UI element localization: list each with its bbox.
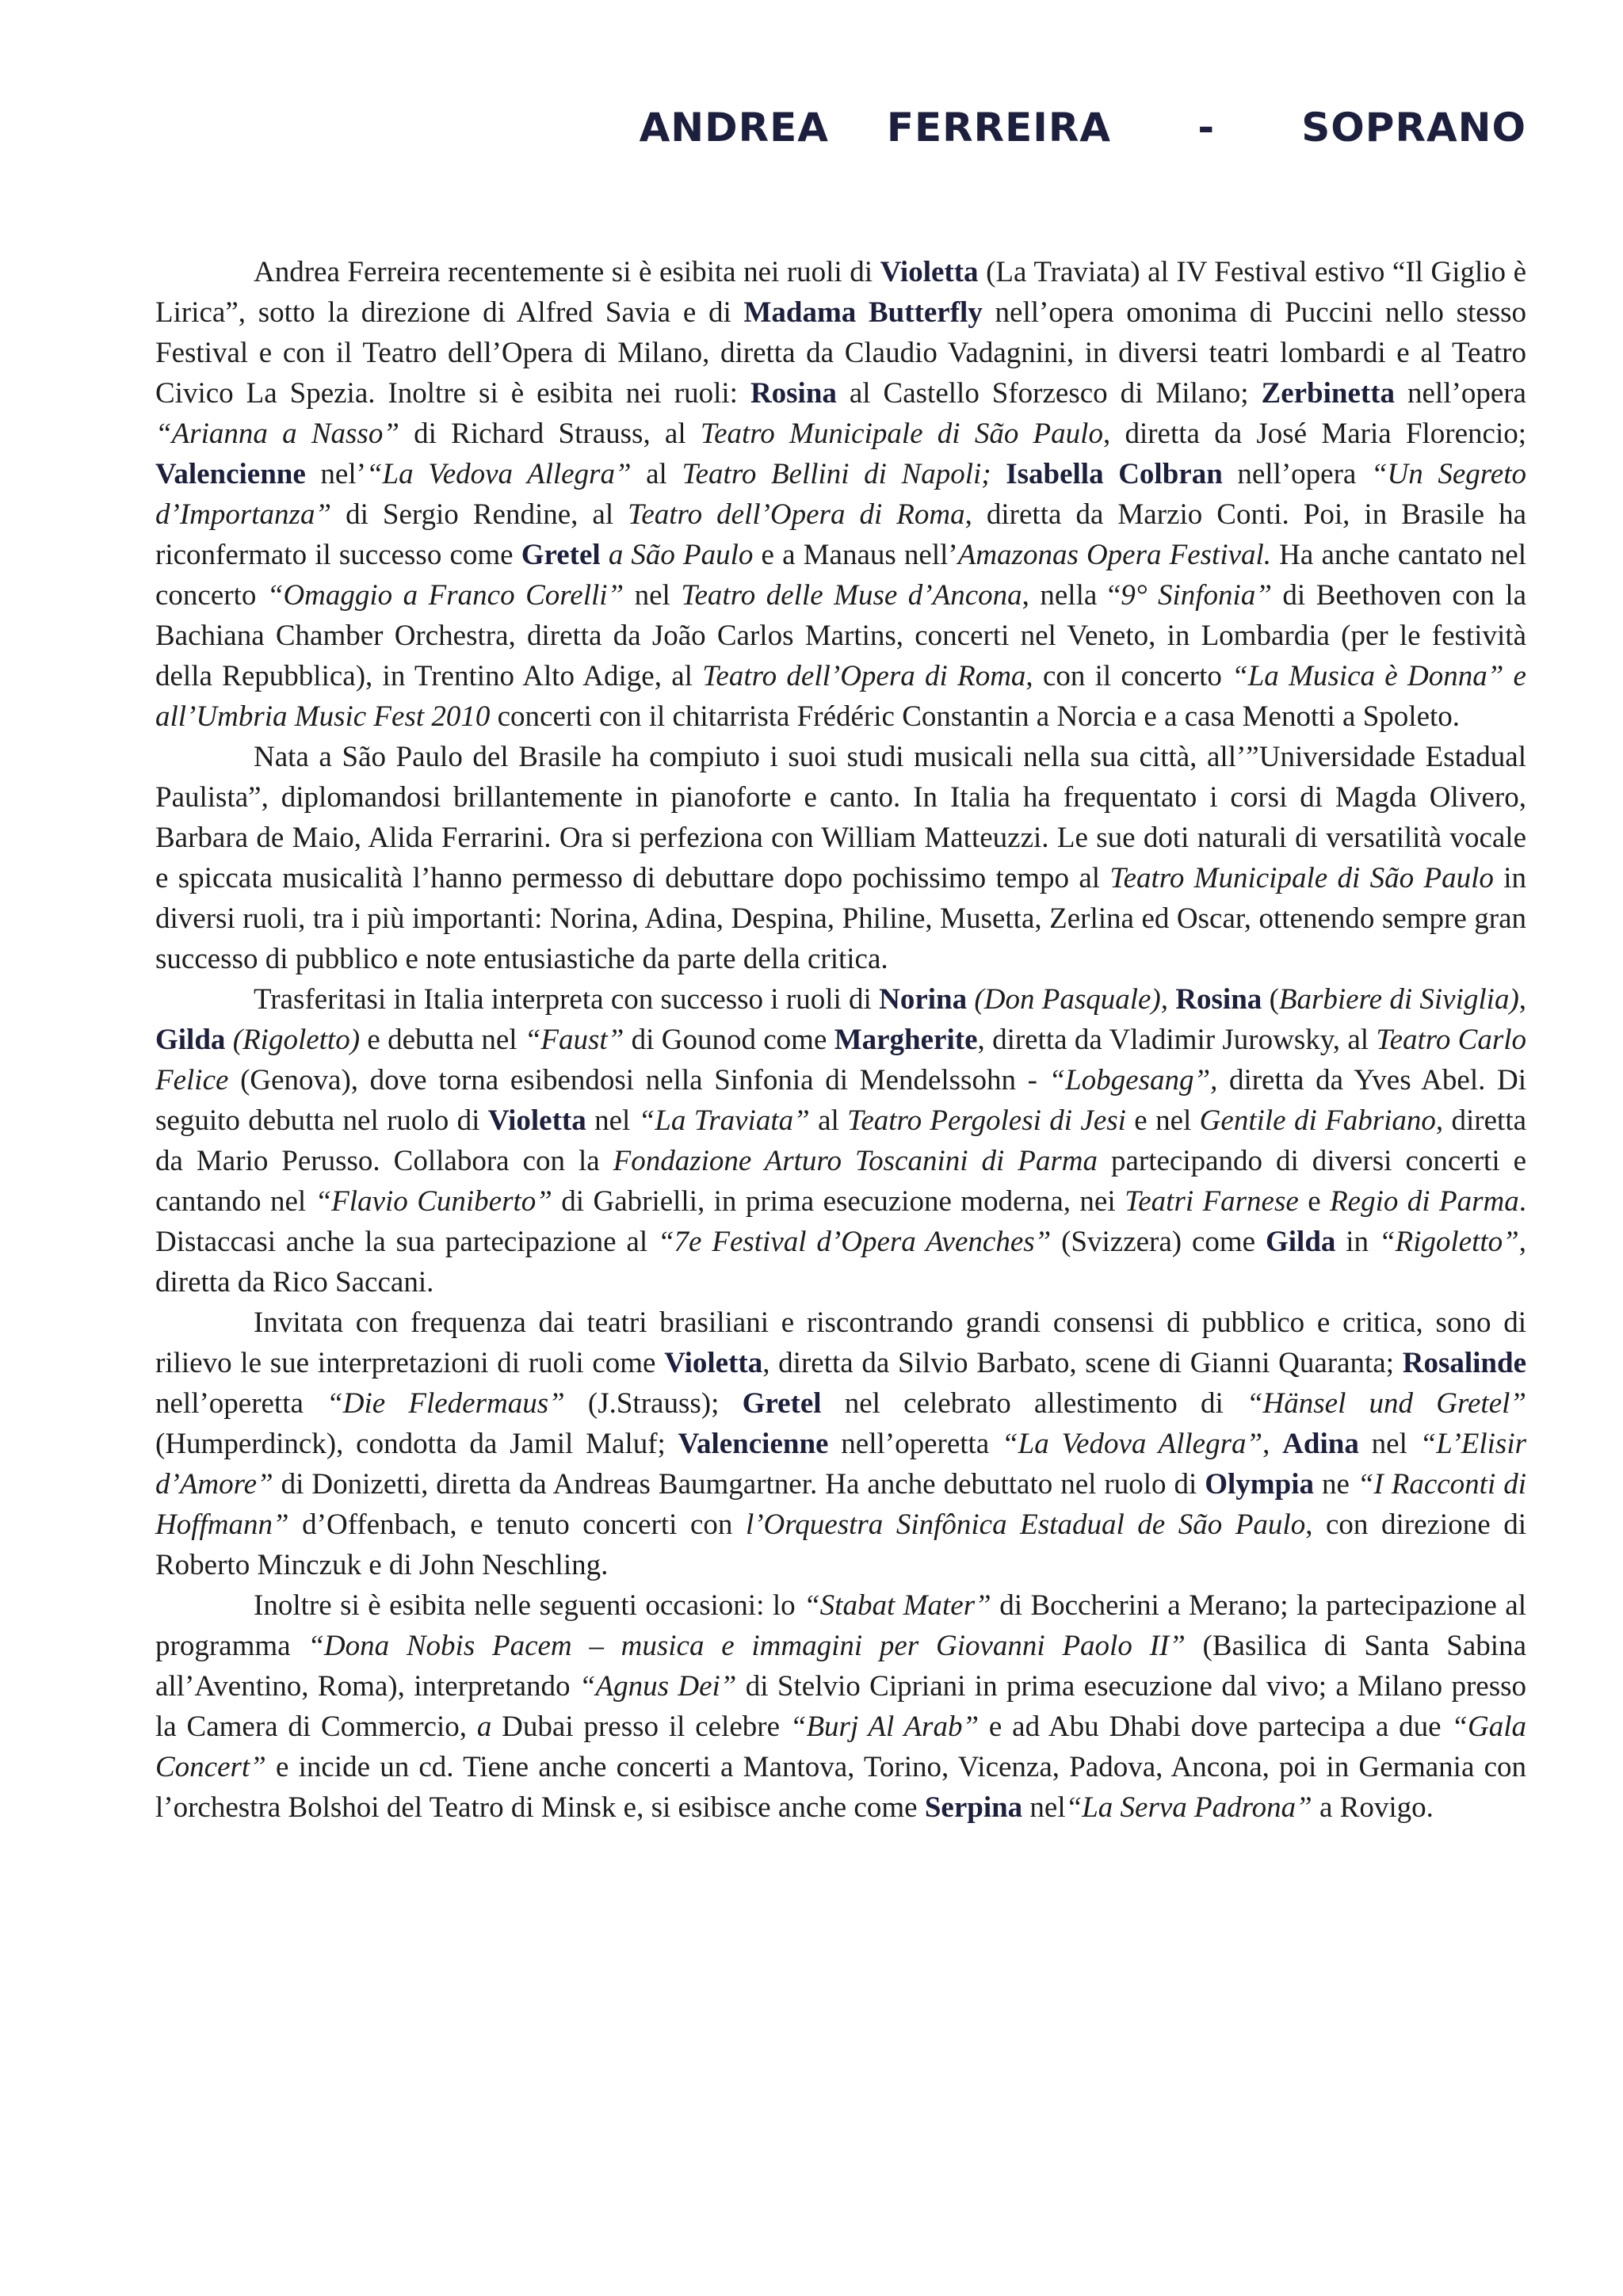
paragraph-text: di Beethoven con la Bachiana Chamber Orchestra, diretta da João Carlos Martins, concerti nel Veneto, in Lombardia (per le festività della Repubblica), in Trentino Alto Adige, al [155, 579, 1527, 692]
paragraph-text: nell’opera [1222, 458, 1371, 490]
paragraph-text: Invitata con frequenza dai teatri brasiliani e riscontrando grandi consensi di pubblico e critica, sono di rilievo le sue interpretazioni di ruoli come [155, 1306, 1526, 1379]
paragraph-text: e [1298, 1185, 1331, 1218]
work-or-venue-title: “La Traviata” [638, 1104, 810, 1137]
paragraph-text: , con direzione di Roberto Minczuk e di John Neschling. [155, 1508, 1526, 1581]
biography-paragraph [155, 1302, 1526, 1585]
paragraph-text: ne [1313, 1468, 1358, 1501]
paragraph-text: di Richard Strauss, al [399, 418, 701, 450]
paragraph-text: di Sergio Rendine, al [331, 498, 628, 531]
work-or-venue-title: Barbiere di Siviglia) [1278, 983, 1519, 1016]
paragraph-text: , diretta da Rico Saccani. [155, 1226, 1526, 1299]
role-name: Rosina [750, 377, 837, 410]
work-or-venue-title: “La Vedova Allegra” [1002, 1428, 1263, 1460]
paragraph-text [991, 458, 1006, 490]
paragraph-text: diretta da Mario Perusso. Collabora con la [155, 1104, 1527, 1177]
work-or-venue-title: “I Racconti di Hoffmann” [155, 1468, 1526, 1541]
role-name: Serpina [924, 1791, 1023, 1824]
paragraph-text: nel [1358, 1428, 1420, 1460]
paragraph-text: , [1518, 983, 1527, 1016]
work-or-venue-title: “La Musica è Donna” e all’Umbria Music Fest 2010 [155, 660, 1526, 733]
paragraph-text [967, 983, 974, 1016]
work-or-venue-title: “Hänsel und Gretel” [1246, 1387, 1526, 1420]
paragraph-text: (Basilica di Santa Sabina all’Aventino, Roma), interpretando [155, 1630, 1526, 1703]
work-or-venue-title: “Omaggio a Franco Corelli” [266, 579, 624, 612]
work-or-venue-title: Teatro dell’Opera di Roma [628, 498, 965, 531]
work-or-venue-title: Teatro dell’Opera di Roma [702, 660, 1026, 692]
work-or-venue-title: “Rigoletto” [1378, 1226, 1519, 1258]
work-or-venue-title: “Dona Nobis Pacem – musica e immagini per Giovanni Paolo II” [307, 1630, 1186, 1662]
paragraph-text: Nata a São Paulo del Brasile ha compiuto i suoi studi musicali nella sua città, all’”Universidade Estadual Paulista”, diplomandosi brillantemente in pianoforte e canto. In Italia ha frequentato i corsi di Magda Olivero, Barbara de Maio, Alida Ferrarini. Ora si perfeziona con William Matteuzzi. Le sue doti naturali di versatilità vocale e spiccata musicalità l’hanno permesso di debuttare dopo pochissimo tempo al [155, 741, 1526, 894]
paragraph-text: , diretta da Vladimir Jurowsky, al [977, 1024, 1377, 1056]
work-or-venue-title: “Agnus Dei” [579, 1670, 737, 1703]
work-or-venue-title: “Lobgesang”, [1048, 1064, 1218, 1097]
work-or-venue-title: Teatro Carlo Felice [155, 1024, 1526, 1097]
work-or-venue-title: a [476, 1711, 492, 1743]
work-or-venue-title: a São Paulo [608, 539, 754, 571]
work-or-venue-title: “Un Segreto d’Importanza” [155, 458, 1526, 531]
paragraph-text: di Gabrielli, in prima esecuzione moderna, nei [552, 1185, 1125, 1218]
paragraph-text: (Genova), dove torna esibendosi nella Sinfonia di Mendelssohn - [228, 1064, 1049, 1097]
work-or-venue-title: “Stabat Mater” [804, 1589, 991, 1622]
work-or-venue-title: “Arianna a Nasso” [155, 418, 399, 450]
paragraph-text: nel [586, 1104, 639, 1137]
work-or-venue-title: Teatro Municipale di São Paulo [700, 418, 1103, 450]
role-name: Rosina [1175, 983, 1262, 1016]
work-or-venue-title: “La Vedova Allegra” [365, 458, 632, 490]
paragraph-text: , con il concerto [1025, 660, 1232, 692]
work-or-venue-title: Teatri Farnese [1125, 1185, 1299, 1218]
paragraph-text: di Gounod come [624, 1024, 834, 1056]
role-name: Violetta [664, 1347, 763, 1379]
role-name: Adina [1282, 1428, 1359, 1460]
role-name: Olympia [1205, 1468, 1314, 1501]
role-name: Violetta [880, 256, 979, 288]
paragraph-text: di Donizetti, diretta da Andreas Baumgartner. Ha anche debuttato nel ruolo di [273, 1468, 1205, 1501]
paragraph-text: partecipando di diversi concerti e cantando nel [155, 1145, 1526, 1218]
paragraph-text: , diretta da Silvio Barbato, scene di Gianni Quaranta; [762, 1347, 1403, 1379]
role-name: Gilda [155, 1024, 226, 1056]
paragraph-text: , nella “ [1022, 579, 1121, 612]
paragraph-text: nel celebrato allestimento di [821, 1387, 1247, 1420]
work-or-venue-title: Amazonas Opera Festival. [957, 539, 1272, 571]
work-or-venue-title: Teatro delle Muse d’Ancona [681, 579, 1022, 612]
role-name: Gretel [742, 1387, 822, 1420]
paragraph-text: e debutta nel [360, 1024, 525, 1056]
paragraph-text [1168, 983, 1175, 1016]
work-or-venue-title: “7e Festival d’Opera Avenches” [657, 1226, 1052, 1258]
paragraph-text: , [1262, 1428, 1283, 1460]
work-or-venue-title: Teatro Bellini di Napoli; [682, 458, 991, 490]
paragraph-text: di Boccherini a Merano; la partecipazione al programma [155, 1589, 1526, 1662]
role-name: Rosalinde [1402, 1347, 1526, 1379]
paragraph-text: di Stelvio Cipriani in prima esecuzione dal vivo; a Milano presso la Camera di Commercio, [155, 1670, 1526, 1743]
paragraph-text: al [631, 458, 682, 490]
biography-paragraph [155, 737, 1526, 979]
work-or-venue-title: (Rigoletto) [232, 1024, 361, 1056]
work-or-venue-title: “Flavio Cuniberto” [315, 1185, 552, 1218]
work-or-venue-title: “L’Elisir d’Amore” [155, 1428, 1527, 1501]
paragraph-text: (Svizzera) come [1051, 1226, 1266, 1258]
paragraph-text: a Rovigo. [1312, 1791, 1434, 1824]
biography-paragraph [155, 1585, 1526, 1828]
role-name: Violetta [487, 1104, 586, 1137]
paragraph-text: al Castello Sforzesco di Milano; [836, 377, 1262, 410]
biography-paragraph [155, 252, 1526, 737]
paragraph-text: Dubai presso il celebre [491, 1711, 790, 1743]
work-or-venue-title: Fondazione Arturo Toscanini di Parma [613, 1145, 1098, 1177]
work-or-venue-title: l’Orquestra Sinfônica Estadual de São Paulo [745, 1508, 1306, 1541]
paragraph-text: (Humperdinck), condotta da Jamil Maluf; [155, 1428, 678, 1460]
paragraph-text: e nel [1125, 1104, 1200, 1137]
paragraph-text: nell’operetta [828, 1428, 1002, 1460]
paragraph-text: nell’opera omonima di Puccini nello stesso Festival e con il Teatro dell’Opera di Milano, diretta da Claudio Vadagnini, in diversi teatri lombardi e al Teatro Civico La Spezia. Inoltre si è esibita nei ruoli: [155, 296, 1527, 410]
paragraph-text: Inoltre si è esibita nelle seguenti occasioni: lo [254, 1589, 804, 1622]
work-or-venue-title: Regio di Parma [1330, 1185, 1519, 1218]
role-name: Norina [879, 983, 968, 1016]
role-name: Valencienne [155, 458, 306, 490]
paragraph-text: d’Offenbach, e tenuto concerti con [288, 1508, 746, 1541]
paragraph-text: nel’ [305, 458, 366, 490]
paragraph-text: e a Manaus nell’ [753, 539, 958, 571]
work-or-venue-title: Teatro Pergolesi di Jesi [847, 1104, 1126, 1137]
paragraph-text: concerti con il chitarrista Frédéric Constantin a Norcia e a casa Menotti a Spoleto. [490, 700, 1461, 733]
role-name: Gretel [521, 539, 601, 571]
paragraph-text: in diversi ruoli, tra i più importanti: Norina, Adina, Despina, Philine, Musetta, Zerlina ed Oscar, ottenendo sempre gran successo di pubblico e note entusiastiche da parte della critica. [155, 862, 1527, 975]
paragraph-text: in [1335, 1226, 1379, 1258]
paragraph-text: Trasferitasi in Italia interpreta con successo i ruoli di [254, 983, 880, 1016]
work-or-venue-title: “Die Fledermaus” [327, 1387, 565, 1420]
work-or-venue-title: “Burj Al Arab” [789, 1711, 980, 1743]
paragraph-text: , diretta da Marzio Conti. Poi, in Brasile ha riconfermato il successo come [155, 498, 1527, 571]
role-name: Valencienne [678, 1428, 829, 1460]
biography-paragraph [155, 979, 1526, 1302]
paragraph-text: (J.Strauss); [564, 1387, 743, 1420]
paragraph-text: (La Traviata) al IV Festival estivo “Il Giglio è Lirica”, sotto la direzione di Alfred Savia e di [155, 256, 1526, 329]
role-name: Margherite [834, 1024, 978, 1056]
paragraph-text: , diretta da José Maria Florencio; [1102, 418, 1526, 450]
role-name: Madama Butterfly [743, 296, 983, 329]
work-or-venue-title: Teatro Municipale di São Paulo [1109, 862, 1494, 894]
paragraph-text: diretta da Yves Abel. Di seguito debutta nel ruolo di [155, 1064, 1526, 1137]
paragraph-text [601, 539, 609, 571]
paragraph-text: e incide un cd. Tiene anche concerti a Mantova, Torino, Vicenza, Padova, Ancona, poi in Germania con l’orchestra Bolshoi del Teatro di Minsk e, si esibisce anche come [155, 1751, 1526, 1824]
paragraph-text: nel [624, 579, 682, 612]
biography-body [155, 252, 1526, 1828]
role-name: Zerbinetta [1261, 377, 1396, 410]
paragraph-text: Ha anche cantato nel concerto [155, 539, 1526, 612]
paragraph-text: al [809, 1104, 848, 1137]
paragraph-text: nell’opera [1395, 377, 1526, 410]
paragraph-text: nell’operetta [155, 1387, 327, 1420]
paragraph-text [225, 1024, 232, 1056]
paragraph-text: nel [1022, 1791, 1066, 1824]
document-title: ANDREA FERREIRA - SOPRANO [639, 105, 1526, 151]
work-or-venue-title: “Faust” [524, 1024, 624, 1056]
paragraph-text: e ad Abu Dhabi dove partecipa a due [979, 1711, 1452, 1743]
work-or-venue-title: “La Serva Padrona” [1065, 1791, 1312, 1824]
work-or-venue-title: Gentile di Fabriano, [1199, 1104, 1444, 1137]
paragraph-text: Andrea Ferreira recentemente si è esibita nei ruoli di [254, 256, 880, 288]
role-name: Isabella Colbran [1006, 458, 1223, 490]
work-or-venue-title: (Don Pasquale), [974, 983, 1169, 1016]
work-or-venue-title: 9° Sinfonia” [1121, 579, 1272, 612]
paragraph-text: ( [1262, 983, 1279, 1016]
role-name: Gilda [1265, 1226, 1336, 1258]
work-or-venue-title: “Gala Concert” [155, 1711, 1526, 1783]
paragraph-text: . Distaccasi anche la sua partecipazione al [155, 1185, 1526, 1258]
